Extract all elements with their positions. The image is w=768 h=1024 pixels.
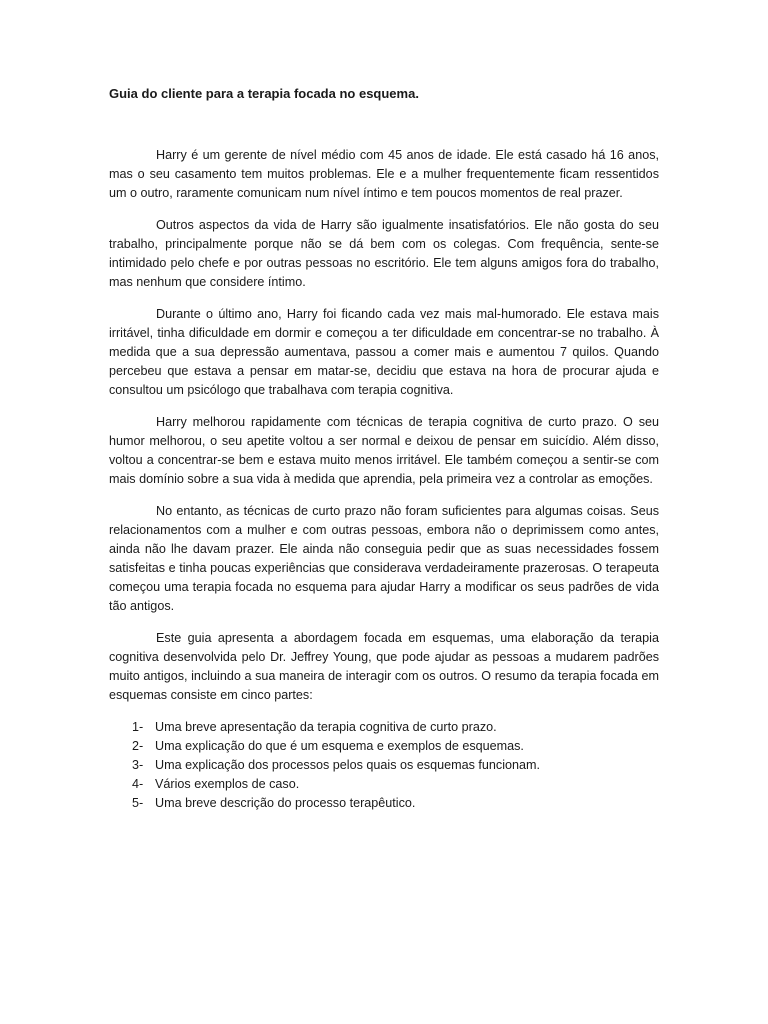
parts-list [109,718,659,813]
document-body [109,146,659,813]
document-title: Guia do cliente para a terapia focada no esquema. [109,86,419,101]
list-item [109,794,659,813]
list-number: 4- [132,777,144,791]
list-text: Uma explicação do que é um esquema e exemplos de esquemas. [155,739,524,753]
paragraph-3: Durante o último ano, Harry foi ficando cada vez mais mal-humorado. Ele estava mais irritável, tinha dificuldade em dormir e começou a ter dificuldade em concentrar-se no trabalho. À medida que a sua depressão aumentava, passou a comer mais e aumentou 7 quilos. Quando percebeu que estava a pensar em matar-se, decidiu que estava na hora de procurar ajuda e consultou um psicólogo que trabalhava com terapia cognitiva. [109,307,659,397]
list-text: Uma breve descrição do processo terapêutico. [155,796,416,810]
list-number: 2- [132,739,144,753]
list-item [109,718,659,737]
list-number: 3- [132,758,144,772]
list-text: Vários exemplos de caso. [155,777,300,791]
paragraph-6: Este guia apresenta a abordagem focada em esquemas, uma elaboração da terapia cognitiva desenvolvida pelo Dr. Jeffrey Young, que pode ajudar as pessoas a mudarem padrões muito antigos, incluindo a sua maneira de interagir com os outros. O resumo da terapia focada em esquemas consiste em cinco partes: [109,631,659,702]
list-item [109,737,659,756]
list-number: 5- [132,796,144,810]
paragraph-1: Harry é um gerente de nível médio com 45 anos de idade. Ele está casado há 16 anos, mas o seu casamento tem muitos problemas. Ele e a mulher frequentemente ficam ressentidos um o outro, raramente comunicam num nível íntimo e tem poucos momentos de real prazer. [109,148,659,200]
list-number: 1- [132,720,144,734]
paragraph-5: No entanto, as técnicas de curto prazo não foram suficientes para algumas coisas. Seus relacionamentos com a mulher e com outras pessoas, embora não o deprimissem como antes, ainda não lhe davam prazer. Ele ainda não conseguia pedir que as suas necessidades fossem satisfeitas e tinha poucas experiências que considerava verdadeiramente prazerosas. O terapeuta começou uma terapia focada no esquema para ajudar Harry a modificar os seus padrões de vida tão antigos. [109,504,659,613]
list-item [109,775,659,794]
paragraph-4: Harry melhorou rapidamente com técnicas de terapia cognitiva de curto prazo. O seu humor melhorou, o seu apetite voltou a ser normal e deixou de pensar em suicídio. Além disso, voltou a concentrar-se bem e estava muito menos irritável. Ele também começou a sentir-se com mais domínio sobre a sua vida à medida que aprendia, pela primeira vez a controlar as emoções. [109,415,659,486]
list-text: Uma explicação dos processos pelos quais os esquemas funcionam. [155,758,541,772]
paragraph-2: Outros aspectos da vida de Harry são igualmente insatisfatórios. Ele não gosta do seu trabalho, principalmente porque não se dá bem com os colegas. Com frequência, sente-se intimidado pelo chefe e por outras pessoas no escritório. Ele tem alguns amigos fora do trabalho, mas nenhum que considere íntimo. [109,218,659,289]
list-item [109,756,659,775]
list-text: Uma breve apresentação da terapia cognitiva de curto prazo. [155,720,497,734]
